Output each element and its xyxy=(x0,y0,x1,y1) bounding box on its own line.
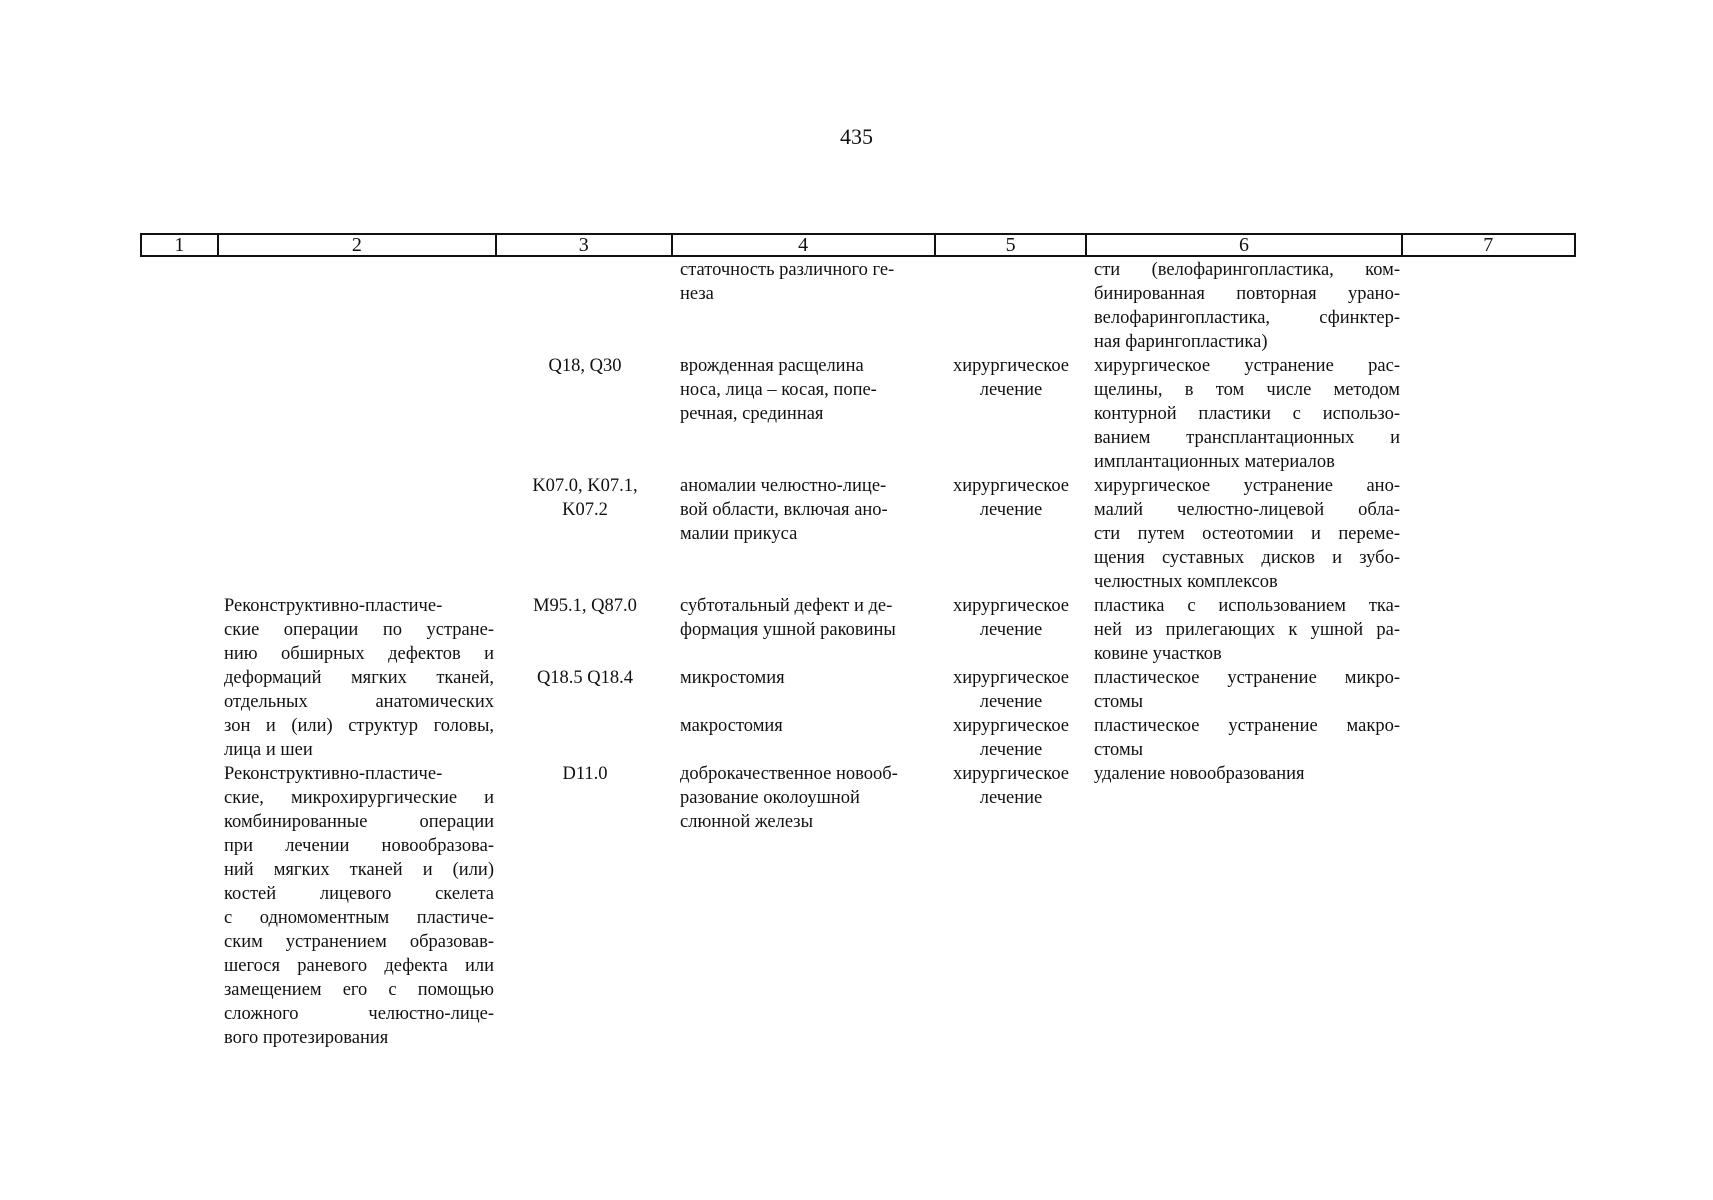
text-line: неза xyxy=(680,284,714,304)
text-line: врожденная расщелина xyxy=(680,356,864,376)
page-number: 435 xyxy=(840,124,873,149)
method-cell xyxy=(1094,474,1400,594)
text-line: Q18, Q30 xyxy=(548,356,622,376)
text-line: ские операции по устране- xyxy=(224,620,494,640)
text-line: разование околоушной xyxy=(680,788,860,808)
treatment-type-cell xyxy=(942,354,1080,402)
treatment-type-cell xyxy=(942,594,1080,642)
text-line: с одномоментным пластиче- xyxy=(224,908,494,928)
code-cell xyxy=(512,594,658,618)
text-line: носа, лица – косая, попе- xyxy=(680,380,877,400)
text-line: имплантационных материалов xyxy=(1094,452,1335,472)
code-cell xyxy=(512,354,658,378)
diagnosis-cell xyxy=(680,594,936,642)
text-line: хирургическое устранение рас- xyxy=(1094,356,1400,376)
text-line: формация ушной раковины xyxy=(680,620,896,640)
treatment-type-cell xyxy=(942,474,1080,522)
text-line: сложного челюстно-лице- xyxy=(224,1004,494,1024)
code-cell xyxy=(512,474,658,522)
group-name-cell xyxy=(224,762,494,1050)
text-line: пластика с использованием тка- xyxy=(1094,596,1400,616)
text-line: K07.0, K07.1, xyxy=(532,476,638,496)
text-line: при лечении новообразова- xyxy=(224,836,494,856)
diagnosis-cell xyxy=(680,258,936,306)
text-line: лечение xyxy=(979,692,1043,712)
text-line: комбинированные операции xyxy=(224,812,494,832)
column-header-2: 2 xyxy=(219,235,497,255)
column-header-3: 3 xyxy=(497,235,673,255)
method-cell xyxy=(1094,762,1400,786)
column-header-4: 4 xyxy=(673,235,936,255)
method-cell xyxy=(1094,594,1400,666)
text-line: хирургическое xyxy=(952,356,1070,376)
text-line: нию обширных дефектов и xyxy=(224,644,494,664)
column-header-7: 7 xyxy=(1483,234,1494,256)
table-header xyxy=(140,233,1576,257)
text-line: лечение xyxy=(979,500,1043,520)
diagnosis-cell xyxy=(680,666,936,690)
text-line: сти путем остеотомии и переме- xyxy=(1094,524,1400,544)
text-line: пластическое устранение макро- xyxy=(1094,716,1400,736)
text-line: лечение xyxy=(979,788,1043,808)
diagnosis-cell xyxy=(680,762,936,834)
method-cell xyxy=(1094,666,1400,714)
text-line: контурной пластики с использо- xyxy=(1094,404,1400,424)
text-line: D11.0 xyxy=(562,764,608,784)
text-line: сти (велофарингопластика, ком- xyxy=(1094,260,1400,280)
text-line: стомы xyxy=(1094,740,1144,760)
text-line: лечение xyxy=(979,740,1043,760)
text-line: Реконструктивно-пластиче- xyxy=(224,764,443,784)
text-line: вого протезирования xyxy=(224,1028,389,1048)
text-line: Q18.5 Q18.4 xyxy=(536,668,634,688)
method-cell xyxy=(1094,354,1400,474)
text-line: ским устранением образовав- xyxy=(224,932,494,952)
text-line: субтотальный дефект и де- xyxy=(680,596,893,616)
text-line: хирургическое устранение ано- xyxy=(1094,476,1400,496)
text-line: статочность различного ге- xyxy=(680,260,895,280)
text-line: щения суставных дисков и зубо- xyxy=(1094,548,1400,568)
text-line: лица и шеи xyxy=(224,740,313,760)
text-line: бинированная повторная урано- xyxy=(1094,284,1400,304)
group-name-cell xyxy=(224,594,494,762)
text-line: малии прикуса xyxy=(680,524,798,544)
text-line: ские, микрохирургические и xyxy=(224,788,494,808)
text-line: аномалии челюстно-лице- xyxy=(680,476,887,496)
text-line: щелины, в том числе методом xyxy=(1094,380,1400,400)
text-line: хирургическое xyxy=(952,668,1070,688)
text-line: вой области, включая ано- xyxy=(680,500,888,520)
text-line: лечение xyxy=(979,620,1043,640)
column-header-6: 6 xyxy=(1087,235,1402,255)
column-header-5: 5 xyxy=(936,235,1088,255)
diagnosis-cell xyxy=(680,354,936,426)
diagnosis-cell xyxy=(680,474,936,546)
text-line: костей лицевого скелета xyxy=(224,884,494,904)
text-line: слюнной железы xyxy=(680,812,813,832)
text-line: замещением его с помощью xyxy=(224,980,494,1000)
text-line: лечение xyxy=(979,380,1043,400)
method-cell xyxy=(1094,258,1400,354)
code-cell xyxy=(512,666,658,690)
text-line: хирургическое xyxy=(952,764,1070,784)
text-line: макростомия xyxy=(680,716,783,736)
text-line: K07.2 xyxy=(562,500,608,520)
text-line: зон и (или) структур головы, xyxy=(224,716,494,736)
text-line: отдельных анатомических xyxy=(224,692,494,712)
text-line: стомы xyxy=(1094,692,1144,712)
text-line: ная фарингопластика) xyxy=(1094,332,1268,352)
diagnosis-cell xyxy=(680,714,936,738)
text-line: челюстных комплексов xyxy=(1094,572,1278,592)
text-line: ний мягких тканей и (или) xyxy=(224,860,494,880)
code-cell xyxy=(512,762,658,786)
column-header-1: 1 xyxy=(142,235,219,255)
text-line: велофарингопластика, сфинктер- xyxy=(1094,308,1400,328)
text-line: речная, срединная xyxy=(680,404,824,424)
text-line: малий челюстно-лицевой обла- xyxy=(1094,500,1400,520)
text-line: ковине участков xyxy=(1094,644,1222,664)
text-line: хирургическое xyxy=(952,476,1070,496)
method-cell xyxy=(1094,714,1400,762)
text-line: Реконструктивно-пластиче- xyxy=(224,596,443,616)
text-line: M95.1, Q87.0 xyxy=(533,596,637,616)
text-line: микростомия xyxy=(680,668,785,688)
text-line: доброкачественное новооб- xyxy=(680,764,898,784)
text-line: хирургическое xyxy=(952,716,1070,736)
text-line: ванием трансплантационных и xyxy=(1094,428,1400,448)
treatment-type-cell xyxy=(942,714,1080,762)
text-line: пластическое устранение микро- xyxy=(1094,668,1400,688)
text-line: хирургическое xyxy=(952,596,1070,616)
treatment-type-cell xyxy=(942,762,1080,810)
text-line: ней из прилегающих к ушной ра- xyxy=(1094,620,1400,640)
treatment-type-cell xyxy=(942,666,1080,714)
text-line: шегося раневого дефекта или xyxy=(224,956,494,976)
text-line: деформаций мягких тканей, xyxy=(224,668,494,688)
text-line: удаление новообразования xyxy=(1094,764,1305,784)
